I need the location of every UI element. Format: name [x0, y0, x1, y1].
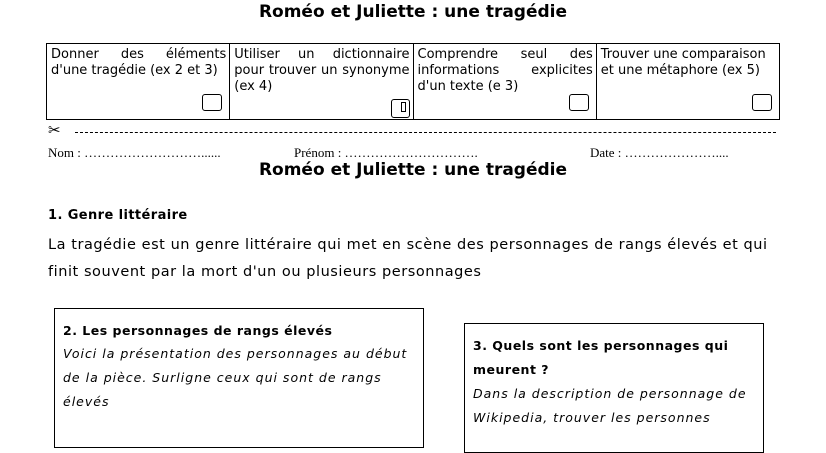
- skill-text: Comprendre seul des informations explicites d'un texte (e 3): [417, 47, 593, 94]
- section1-heading: 1. Genre littéraire: [48, 208, 188, 223]
- section2-heading: 2. Les personnages de rangs élevés: [63, 323, 333, 338]
- skill-text: Utiliser un dictionnaire pour trouver un synonyme (ex 4): [234, 47, 410, 94]
- skill-text: Donner des éléments d'une tragédie (ex 2 et 3): [51, 47, 227, 78]
- top-title: Roméo et Juliette : une tragédie: [258, 2, 568, 22]
- prenom-field: Prénom : ………………………….: [294, 145, 478, 160]
- skill-text: Trouver une comparaison et une métaphore (ex 5): [600, 47, 766, 78]
- skill-checkbox[interactable]: [202, 94, 222, 111]
- skill-cell: [230, 44, 413, 119]
- scissors-icon: ✂: [48, 121, 61, 139]
- nom-field: Nom : ………………………......: [48, 145, 221, 160]
- section1-text: La tragédie est un genre littéraire qui met en scène des personnages de rangs élevés et qui finit souvent par la mort d'un ou plusieurs personnages: [48, 237, 768, 280]
- cut-line: [48, 121, 778, 140]
- skill-cell: [597, 44, 779, 119]
- skill-checkbox[interactable]: [391, 99, 410, 118]
- section3-heading: 3. Quels sont les personnages qui meurent ?: [473, 338, 729, 377]
- skill-checkbox[interactable]: [752, 94, 772, 111]
- section2-instruction: Voici la présentation des personnages au début de la pièce. Surligne ceux qui sont de rangs élevés: [63, 346, 408, 409]
- skills-table: [46, 43, 780, 120]
- date-field: Date : …………………....: [590, 145, 729, 160]
- section2-box: [54, 308, 424, 448]
- skill-checkbox[interactable]: [569, 94, 589, 111]
- section3-instruction: Dans la description de personnage de Wikipedia, trouver les personnes: [473, 386, 747, 425]
- skill-cell: [47, 44, 230, 119]
- main-title: Roméo et Juliette : une tragédie: [258, 160, 568, 180]
- skill-cell: [414, 44, 597, 119]
- dashed-divider: [75, 132, 776, 133]
